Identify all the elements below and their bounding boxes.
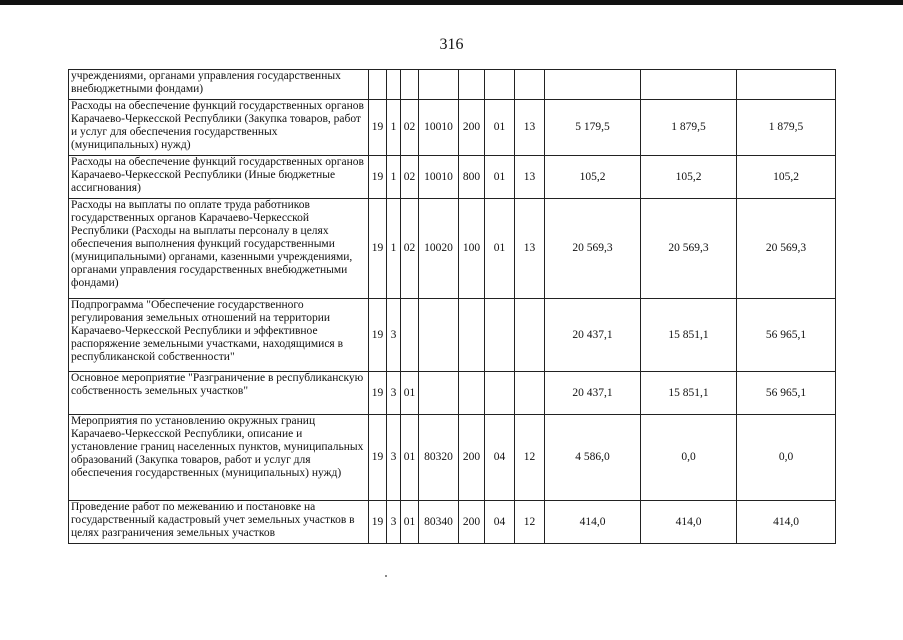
cell-code-5: 200 <box>459 100 485 156</box>
cell-value-1: 20 437,1 <box>545 372 641 415</box>
cell-code-1: 19 <box>369 156 387 199</box>
budget-table <box>68 69 836 544</box>
cell-name: Основное мероприятие "Разграничение в республиканскую собственность земельных участков" <box>69 372 369 415</box>
cell-code-5: 200 <box>459 415 485 501</box>
table-row <box>69 299 836 372</box>
cell-value-3: 105,2 <box>737 156 836 199</box>
cell-value-1: 20 569,3 <box>545 199 641 299</box>
cell-code-2: 3 <box>387 501 401 544</box>
cell-value-3 <box>737 70 836 100</box>
cell-value-2 <box>641 70 737 100</box>
table-row <box>69 199 836 299</box>
cell-code-1: 19 <box>369 501 387 544</box>
cell-name: Мероприятия по установлению окружных границ Карачаево-Черкесской Республики, описание и установление границ населенных пунктов, муниципальных образований (Закупка товаров, работ и услуг для обеспечения государственных (муниципальных) нужд) <box>69 415 369 501</box>
cell-code-4: 10010 <box>419 156 459 199</box>
top-border-bar <box>0 0 903 5</box>
table-row <box>69 156 836 199</box>
scan-speck <box>385 575 387 577</box>
cell-code-4 <box>419 70 459 100</box>
cell-code-2: 1 <box>387 199 401 299</box>
cell-value-1 <box>545 70 641 100</box>
cell-value-2: 15 851,1 <box>641 299 737 372</box>
cell-code-6 <box>485 372 515 415</box>
cell-code-6 <box>485 70 515 100</box>
cell-value-3: 0,0 <box>737 415 836 501</box>
cell-code-7: 13 <box>515 199 545 299</box>
cell-code-6 <box>485 299 515 372</box>
cell-code-3: 01 <box>401 415 419 501</box>
cell-code-1: 19 <box>369 100 387 156</box>
cell-code-3: 01 <box>401 372 419 415</box>
cell-value-2: 105,2 <box>641 156 737 199</box>
cell-code-7: 13 <box>515 100 545 156</box>
table-row <box>69 372 836 415</box>
cell-code-4 <box>419 372 459 415</box>
cell-code-6: 01 <box>485 199 515 299</box>
cell-value-3: 56 965,1 <box>737 299 836 372</box>
cell-value-3: 414,0 <box>737 501 836 544</box>
cell-value-1: 105,2 <box>545 156 641 199</box>
cell-code-7 <box>515 70 545 100</box>
cell-code-1: 19 <box>369 299 387 372</box>
cell-code-2 <box>387 70 401 100</box>
cell-code-3 <box>401 299 419 372</box>
cell-code-5 <box>459 70 485 100</box>
cell-value-1: 414,0 <box>545 501 641 544</box>
cell-code-2: 3 <box>387 372 401 415</box>
cell-name: учреждениями, органами управления государственных внебюджетными фондами) <box>69 70 369 100</box>
cell-value-3: 56 965,1 <box>737 372 836 415</box>
cell-code-3: 02 <box>401 100 419 156</box>
cell-code-1: 19 <box>369 199 387 299</box>
cell-value-3: 20 569,3 <box>737 199 836 299</box>
cell-code-4: 80340 <box>419 501 459 544</box>
cell-code-1: 19 <box>369 415 387 501</box>
cell-code-2: 1 <box>387 156 401 199</box>
cell-code-1 <box>369 70 387 100</box>
cell-value-2: 0,0 <box>641 415 737 501</box>
cell-code-3: 02 <box>401 156 419 199</box>
cell-value-1: 20 437,1 <box>545 299 641 372</box>
cell-code-4: 10020 <box>419 199 459 299</box>
table-row <box>69 70 836 100</box>
cell-name: Проведение работ по межеванию и постановке на государственный кадастровый учет земельных участков в целях разграничения земельных участков <box>69 501 369 544</box>
cell-code-3: 01 <box>401 501 419 544</box>
cell-code-6: 04 <box>485 501 515 544</box>
cell-name: Подпрограмма "Обеспечение государственного регулирования земельных отношений на территории Карачаево-Черкесской Республики и эффективное распоряжение земельными участками, находящимися в республиканской собственности" <box>69 299 369 372</box>
cell-code-7 <box>515 299 545 372</box>
cell-code-4: 10010 <box>419 100 459 156</box>
cell-code-5: 200 <box>459 501 485 544</box>
cell-value-1: 5 179,5 <box>545 100 641 156</box>
cell-value-2: 414,0 <box>641 501 737 544</box>
cell-code-5: 100 <box>459 199 485 299</box>
cell-value-1: 4 586,0 <box>545 415 641 501</box>
cell-code-7: 13 <box>515 156 545 199</box>
cell-name: Расходы на обеспечение функций государственных органов Карачаево-Черкесской Республики (Иные бюджетные ассигнования) <box>69 156 369 199</box>
cell-code-6: 04 <box>485 415 515 501</box>
cell-code-5 <box>459 299 485 372</box>
cell-code-4 <box>419 299 459 372</box>
cell-code-3 <box>401 70 419 100</box>
cell-code-7: 12 <box>515 415 545 501</box>
cell-value-2: 20 569,3 <box>641 199 737 299</box>
cell-value-2: 15 851,1 <box>641 372 737 415</box>
cell-code-7 <box>515 372 545 415</box>
cell-code-4: 80320 <box>419 415 459 501</box>
cell-value-2: 1 879,5 <box>641 100 737 156</box>
cell-code-2: 1 <box>387 100 401 156</box>
table-row <box>69 501 836 544</box>
table-row <box>69 415 836 501</box>
cell-value-3: 1 879,5 <box>737 100 836 156</box>
cell-code-5: 800 <box>459 156 485 199</box>
cell-code-1: 19 <box>369 372 387 415</box>
cell-code-2: 3 <box>387 299 401 372</box>
table-row <box>69 100 836 156</box>
cell-name: Расходы на обеспечение функций государственных органов Карачаево-Черкесской Республики (Закупка товаров, работ и услуг для обеспечения государственных (муниципальных) нужд) <box>69 100 369 156</box>
cell-code-5 <box>459 372 485 415</box>
cell-code-2: 3 <box>387 415 401 501</box>
cell-name: Расходы на выплаты по оплате труда работников государственных органов Карачаево-Черкесской Республики (Расходы на выплаты персоналу в целях обеспечения выполнения функций государственными (муниципальными) органами, казенными учреждениями, органами управления государственных внебюджетными фондами) <box>69 199 369 299</box>
cell-code-3: 02 <box>401 199 419 299</box>
cell-code-7: 12 <box>515 501 545 544</box>
cell-code-6: 01 <box>485 156 515 199</box>
page-number: 316 <box>439 36 464 53</box>
cell-code-6: 01 <box>485 100 515 156</box>
